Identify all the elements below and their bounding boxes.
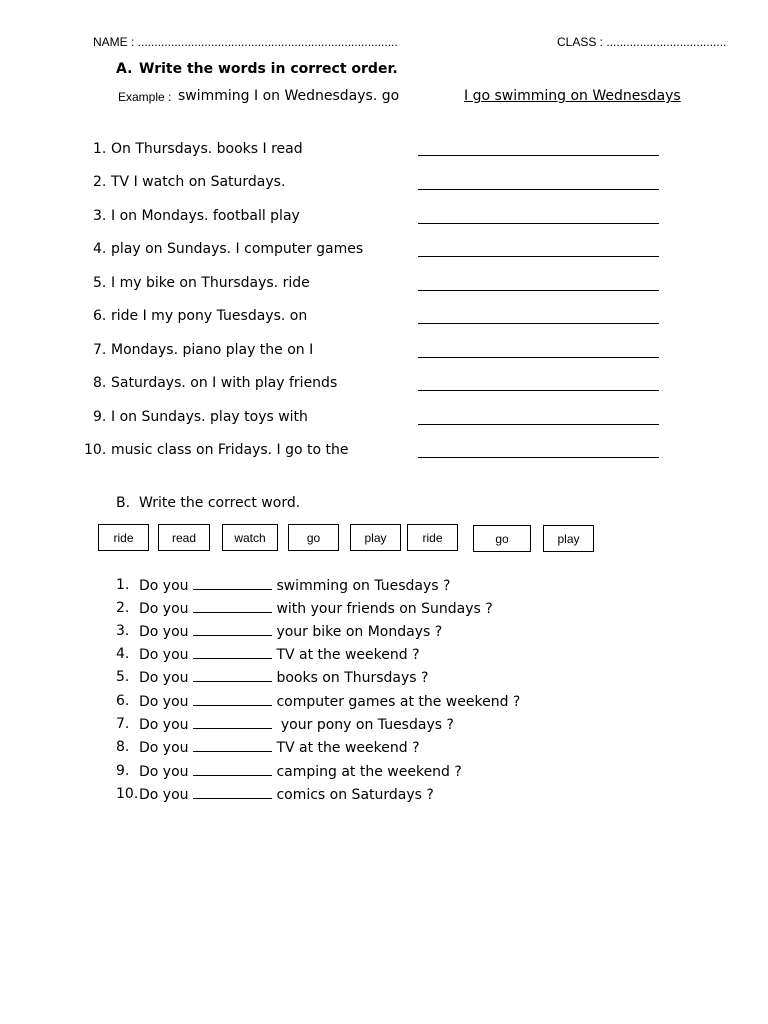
question-row bbox=[116, 646, 420, 663]
question-row bbox=[116, 739, 420, 756]
list-item-number: 9. bbox=[93, 409, 107, 425]
question-suffix: your pony on Tuesdays ? bbox=[276, 717, 454, 733]
list-item-number: 8. bbox=[93, 375, 107, 391]
answer-blank[interactable] bbox=[193, 600, 272, 613]
question-number: 4. bbox=[116, 646, 130, 662]
answer-line[interactable] bbox=[418, 223, 659, 224]
answer-line[interactable] bbox=[418, 390, 659, 391]
question-prefix: Do you bbox=[139, 740, 189, 756]
answer-blank[interactable] bbox=[193, 646, 272, 659]
word-bank-item[interactable]: ride bbox=[407, 524, 458, 551]
list-item: Mondays. piano play the on I bbox=[111, 342, 314, 358]
list-item-number: 5. bbox=[93, 275, 107, 291]
word-bank-item[interactable]: watch bbox=[222, 524, 278, 551]
question-prefix: Do you bbox=[139, 717, 189, 733]
question-suffix: camping at the weekend ? bbox=[276, 764, 462, 780]
question-prefix: Do you bbox=[139, 601, 189, 617]
question-prefix: Do you bbox=[139, 787, 189, 803]
list-item: play on Sundays. I computer games bbox=[111, 241, 364, 257]
answer-blank[interactable] bbox=[193, 716, 272, 729]
example-text: swimming I on Wednesdays. go bbox=[178, 88, 400, 104]
word-bank-item[interactable]: go bbox=[473, 525, 531, 552]
question-prefix: Do you bbox=[139, 764, 189, 780]
answer-blank[interactable] bbox=[193, 763, 272, 776]
question-suffix: with your friends on Sundays ? bbox=[276, 601, 493, 617]
list-item: I my bike on Thursdays. ride bbox=[111, 275, 310, 291]
question-number: 10. bbox=[116, 786, 139, 802]
question-row bbox=[116, 763, 462, 780]
question-number: 6. bbox=[116, 693, 130, 709]
list-item: music class on Fridays. I go to the bbox=[111, 442, 349, 458]
question-suffix: TV at the weekend ? bbox=[276, 740, 420, 756]
question-prefix: Do you bbox=[139, 624, 189, 640]
question-prefix: Do you bbox=[139, 670, 189, 686]
question-row bbox=[116, 786, 434, 803]
word-bank-item[interactable]: read bbox=[158, 524, 210, 551]
question-number: 9. bbox=[116, 763, 130, 779]
word-bank-item[interactable]: ride bbox=[98, 524, 149, 551]
question-prefix: Do you bbox=[139, 694, 189, 710]
word-bank-item[interactable]: play bbox=[350, 524, 401, 551]
example-label: Example : bbox=[118, 90, 172, 104]
question-number: 1. bbox=[116, 577, 130, 593]
answer-line[interactable] bbox=[418, 457, 659, 458]
section-b-instruction: Write the correct word. bbox=[139, 495, 301, 511]
answer-line[interactable] bbox=[418, 424, 659, 425]
list-item: Saturdays. on I with play friends bbox=[111, 375, 338, 391]
question-suffix: swimming on Tuesdays ? bbox=[276, 578, 451, 594]
list-item-number: 2. bbox=[93, 174, 107, 190]
question-number: 8. bbox=[116, 739, 130, 755]
question-number: 7. bbox=[116, 716, 130, 732]
list-item-number: 1. bbox=[93, 141, 107, 157]
question-suffix: books on Thursdays ? bbox=[276, 670, 429, 686]
section-a-marker: A. bbox=[116, 61, 133, 77]
question-suffix: your bike on Mondays ? bbox=[276, 624, 443, 640]
question-row bbox=[116, 716, 454, 733]
list-item: ride I my pony Tuesdays. on bbox=[111, 308, 308, 324]
question-suffix: TV at the weekend ? bbox=[276, 647, 420, 663]
answer-line[interactable] bbox=[418, 189, 659, 190]
word-bank-item[interactable]: go bbox=[288, 524, 339, 551]
list-item: On Thursdays. books I read bbox=[111, 141, 303, 157]
question-number: 3. bbox=[116, 623, 130, 639]
question-prefix: Do you bbox=[139, 647, 189, 663]
answer-line[interactable] bbox=[418, 155, 659, 156]
question-prefix: Do you bbox=[139, 578, 189, 594]
list-item-number: 6. bbox=[93, 308, 107, 324]
list-item: I on Sundays. play toys with bbox=[111, 409, 308, 425]
question-row bbox=[116, 669, 429, 686]
section-b-marker: B. bbox=[116, 495, 131, 511]
question-number: 5. bbox=[116, 669, 130, 685]
list-item: TV I watch on Saturdays. bbox=[111, 174, 286, 190]
question-row bbox=[116, 623, 443, 640]
name-field-label: NAME : .............................................................................. bbox=[93, 35, 398, 49]
answer-blank[interactable] bbox=[193, 623, 272, 636]
answer-line[interactable] bbox=[418, 357, 659, 358]
question-row bbox=[116, 600, 493, 617]
answer-line[interactable] bbox=[418, 256, 659, 257]
answer-blank[interactable] bbox=[193, 786, 272, 799]
answer-blank[interactable] bbox=[193, 669, 272, 682]
list-item-number: 7. bbox=[93, 342, 107, 358]
list-item-number: 10. bbox=[84, 442, 107, 458]
question-row bbox=[116, 577, 451, 594]
answer-blank[interactable] bbox=[193, 577, 272, 590]
answer-blank[interactable] bbox=[193, 739, 272, 752]
answer-line[interactable] bbox=[418, 323, 659, 324]
question-suffix: comics on Saturdays ? bbox=[276, 787, 434, 803]
list-item: I on Mondays. football play bbox=[111, 208, 300, 224]
answer-line[interactable] bbox=[418, 290, 659, 291]
class-field-label: CLASS : .................................... bbox=[557, 35, 727, 49]
question-suffix: computer games at the weekend ? bbox=[276, 694, 521, 710]
section-a-instruction: Write the words in correct order. bbox=[139, 61, 398, 77]
answer-blank[interactable] bbox=[193, 693, 272, 706]
word-bank-item[interactable]: play bbox=[543, 525, 594, 552]
list-item-number: 3. bbox=[93, 208, 107, 224]
example-answer: I go swimming on Wednesdays bbox=[464, 88, 681, 104]
question-number: 2. bbox=[116, 600, 130, 616]
question-row bbox=[116, 693, 521, 710]
list-item-number: 4. bbox=[93, 241, 107, 257]
